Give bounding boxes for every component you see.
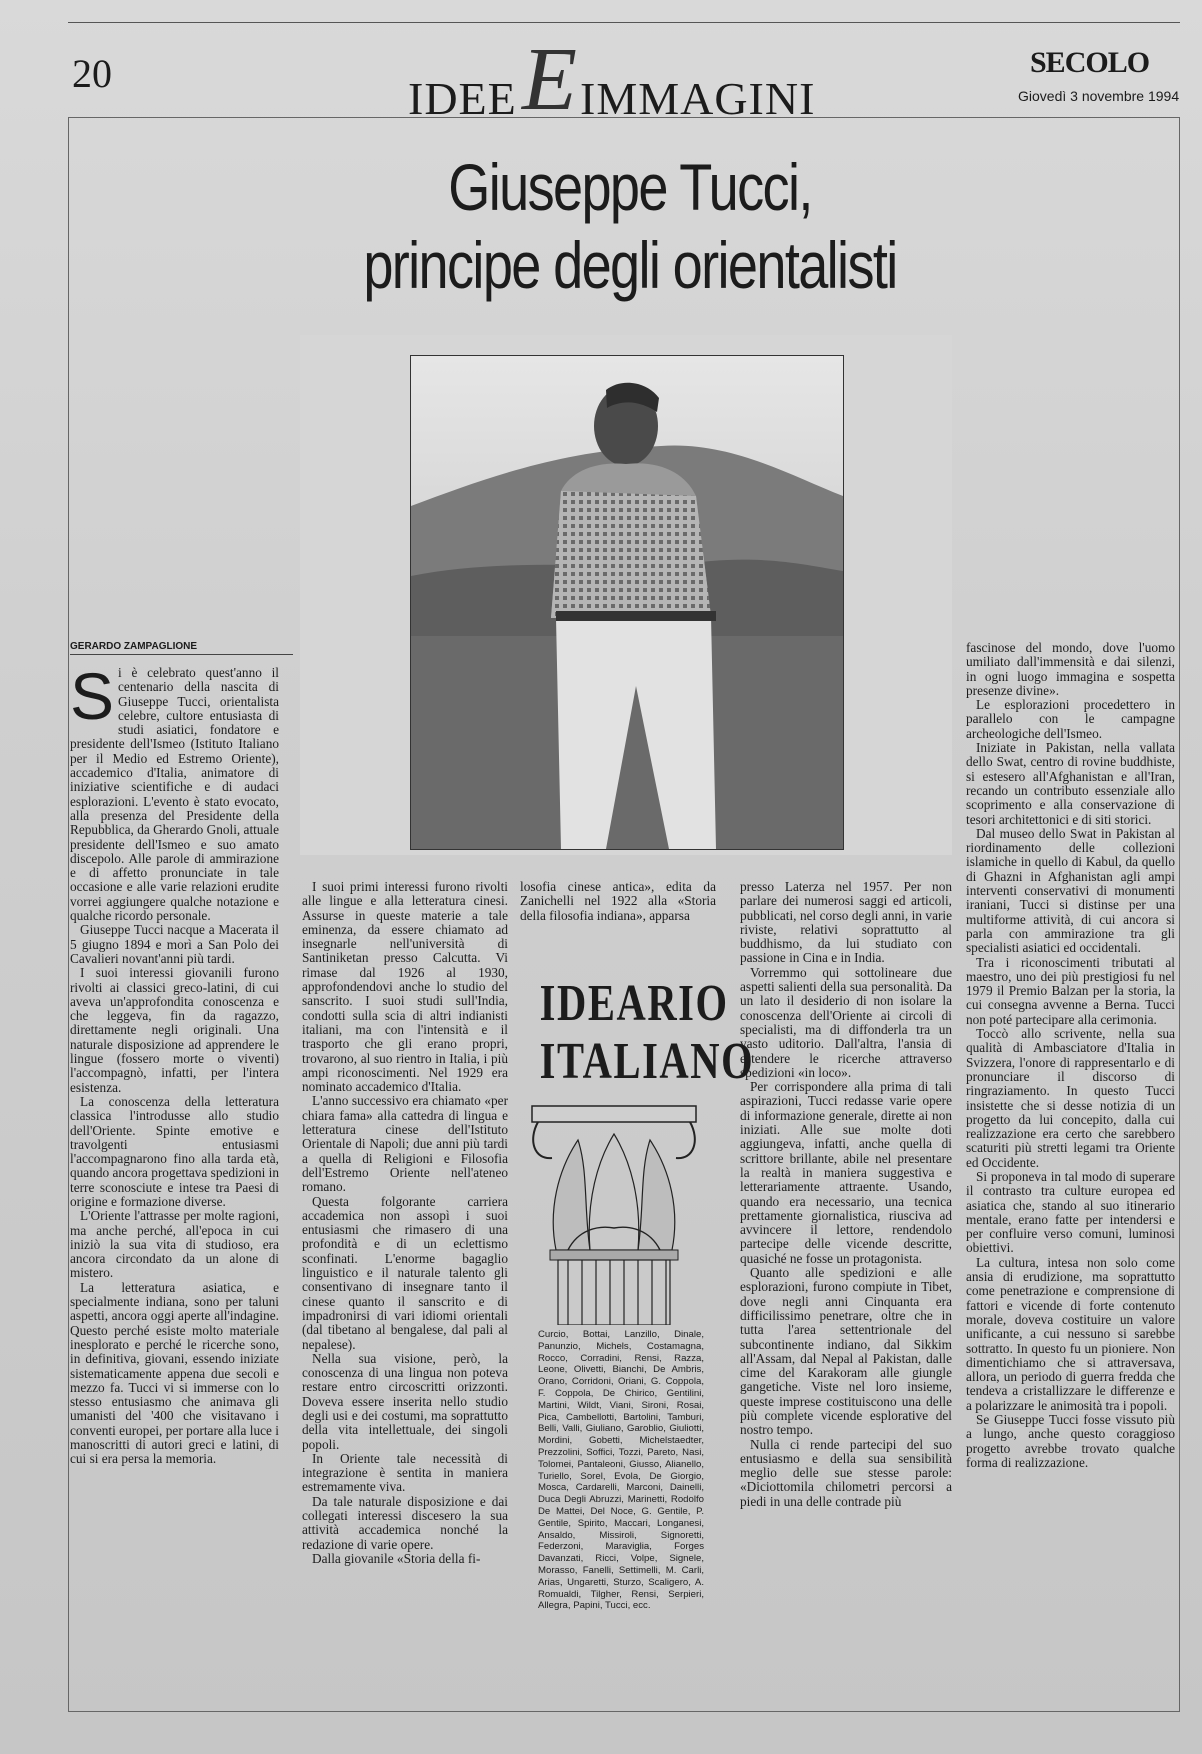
drop-cap: S — [70, 666, 115, 733]
paragraph: La cultura, intesa non solo come ansia di erudizione, ma soprattutto come penetrazione e comprensione di fattori e vicende di forte contenuto morale, doveva costituire un valore unificante, a cui nessuno si sarebbe sottratto. In questo fu un pioniere. Non dimentichiamo che si attraversava, allora, un periodo di guerra fredda che tendeva a cristallizzare le differenze e a polarizzare le animosità tra i popoli. — [966, 1254, 1175, 1413]
paragraph: i è celebrato quest'anno il centenario della nascita di Giuseppe Tucci, orientalista celebre, cultore entusiasta di studi asiatici, fondatore e presidente dell'Ismeo (Istituto Italiano per il Medio ed Estremo Oriente), accademico d'Italia, animatore di iniziative scientifiche e di audaci esplorazioni. L'evento è stato evocato, alla presenza del Presidente della Repubblica, da Gherardo Gnoli, attuale presidente dell'Ismeo e suo amato discepolo. Alle parole di ammirazione e di affetto pronunciate in tale occasione e alle varie relazioni erudite vorrei aggiungere qualche notazione e qualche ricordo personale. — [70, 666, 279, 924]
column-3-text: losofia cinese antica», edita da Zanichelli nel 1922 alla «Storia della filosofia indiana», apparsa — [520, 880, 716, 923]
paragraph: Tra i riconoscimenti tributati al maestro, uno dei più prestigiosi fu nel 1979 il Premio Balzan per la storia, la cui consegna avvenne a Berna. Tucci non poté partecipare alla cerimonia. — [966, 954, 1175, 1027]
paragraph: Dal museo dello Swat in Pakistan al riordinamento delle collezioni islamiche in quello di Kabul, da quello di Ghazni in Afghanistan agli ampi interventi conservativi di monumenti iraniani, Tucci si distinse per una multiforme attività, di cui ancora si parla con ammirazione tra gli specialisti asiatici ed occidentali. — [966, 825, 1175, 956]
paragraph: L'anno successivo era chiamato «per chiara fama» alla cattedra di lingua e letteratura cinese dell'Istituto Orientale di Napoli; due anni più tardi a quella di Religioni e Filosofia dell'Estremo Oriente nell'ateneo romano. — [302, 1093, 508, 1195]
section-title-right: IMMAGINI — [580, 73, 816, 124]
paragraph: Le esplorazioni procedettero in parallelo con le campagne archeologiche dell'Ismeo. — [966, 697, 1175, 741]
headline — [351, 148, 909, 304]
paragraph: Per corrispondere alla prima di tali aspirazioni, Tucci redasse varie opere di informazione generale, dirette ai non iniziati. Alle sue molte doti aggiungeva, infatti, anche quella di scrittore brillante, abile nel presentare la realtà in maniera suggestiva e letterariamente attraente. Usando, quando era necessario, una tecnica prettamente giornalistica, riusciva ad avvincere il lettore, rendendolo partecipe delle vicende descritte, quasiché ne fosse un protagonista. — [740, 1079, 952, 1266]
paragraph: Nulla ci rende partecipi del suo entusiasmo e della sua sensibilità meglio delle sue stesse parole: «Diciottomila chilometri percorsi a piedi in una delle contrade più — [740, 1436, 952, 1509]
paragraph: L'Oriente l'attrasse per molte ragioni, ma anche perché, all'epoca in cui iniziò la sua vita di studioso, era ancora circondato da un alone di mistero. — [70, 1208, 279, 1281]
paragraph: Se Giuseppe Tucci fosse vissuto più a lungo, anche questo coraggioso progetto avrebbe trovato qualche forma di realizzazione. — [966, 1412, 1175, 1470]
issue-date: Giovedì 3 novembre 1994 — [1018, 88, 1180, 104]
top-rule — [68, 22, 1180, 23]
article-column-1 — [70, 666, 279, 1691]
section-title-left: IDEE — [408, 73, 517, 124]
paragraph: Toccò allo scrivente, nella sua qualità di Ambasciatore d'Italia in Svizzera, l'onore di rappresentarlo e di pronunciare il discorso di ringraziamento. In questo Tucci insistette che si desse notizia di un progetto da lui concepito, dalla cui realizzazione era certo che sarebbero scaturiti più stretti legami tra Oriente ed Occidente. — [966, 1026, 1175, 1170]
sidebar-title-line-1: IDEARIO — [539, 975, 729, 1032]
article-column-4 — [740, 880, 952, 1690]
paragraph: Questa folgorante carriera accademica non assopì i suoi entusiasmi che rimasero di una profondità e di un eclettismo sconfinati. L'enorme bagaglio linguistico e il naturale talento gli consentivano di insegnare tanto il cinese quanto il sanscrito e di impadronirsi di vari idiomi orientali (dal tibetano al bengalese, dal pali al nepalese). — [302, 1193, 508, 1352]
paragraph: presso Laterza nel 1957. Per non parlare dei numerosi saggi ed articoli, pubblicati, nel corso degli anni, in varie riviste, relativi soprattutto al buddhismo, da lui studiato con passione in Cina e in India. — [740, 880, 952, 966]
paragraph: La conoscenza della letteratura classica l'introdusse allo studio dell'Oriente. Spinte emotive e travolgenti entusiasmi l'accompagnarono fino alla tarda età, quando ancora progettava spedizioni in terre sconosciute e intese tra Paesi di origine e formazione diverse. — [70, 1093, 279, 1209]
paragraph: Iniziate in Pakistan, nella vallata dello Swat, centro di rovine buddhiste, si estesero all'Afghanistan e all'Iran, recando un contributo essenziale allo scoprimento e alla conservazione di tesori architettonici e di siti storici. — [966, 740, 1175, 827]
article-column-5 — [966, 641, 1175, 1691]
paragraph: Da tale naturale disposizione e dai collegati interessi discesero la sua attività accademica nonché la redazione di varie opere. — [302, 1493, 508, 1552]
paragraph: Vorremmo qui sottolineare due aspetti salienti della sua personalità. Da un lato il desiderio di non isolare la conoscenza dell'Oriente ai circoli di specialisti, ma di diffonderla tra un vasto uditorio. Dall'altra, l'ansia di estendere le ricerche attraverso spedizioni «in loco». — [740, 964, 952, 1080]
paragraph: Quanto alle spedizioni e alle esplorazioni, furono compiute in Tibet, dove negli anni Cinquanta era difficilissimo penetrare, oltre che in tutta l'area settentrionale del subcontinente indiano, dal Sikkim all'Assam, dal Nepal al Pakistan, dalle cime del Karakoram alle giungle gangetiche. Viste nel loro insieme, queste imprese costituiscono una delle più complete vicende esplorative del nostro tempo. — [740, 1265, 952, 1438]
newspaper-logo: SECOLO — [1030, 46, 1150, 79]
section-title-ornament: E — [522, 30, 577, 129]
paragraph: Giuseppe Tucci nacque a Macerata il 5 giugno 1894 e morì a San Polo dei Cavalieri novant'anni più tardi. — [70, 922, 279, 966]
sidebar-title-line-2: ITALIANO — [539, 1033, 755, 1090]
paragraph: Nella sua visione, però, la conoscenza di una lingua non poteva restare entro circoscritti orizzonti. Doveva essere inserita nello studio degli usi e dei costumi, ma soprattutto della vita intellettuale, dei singoli popoli. — [302, 1350, 508, 1452]
corinthian-capital-illustration — [528, 1100, 700, 1325]
sidebar-title — [539, 975, 755, 1091]
article-column-3 — [520, 880, 716, 944]
paragraph: Dalla giovanile «Storia della fi- — [312, 1550, 481, 1566]
headline-line-1: Giuseppe Tucci, — [448, 150, 812, 224]
paragraph: I suoi primi interessi furono rivolti alle lingue e alla letteratura cinesi. Assurse in queste materie a tale eminenza, da essere chiamato ad insegnarle nell'università di Santiniketan presso Calcutta. Vi rimase dal 1926 al 1930, approfondendovi anche lo studio del sanscrito. I suoi studi sull'India, condotti sulla scia di altri indianisti italiani, ma con l'intensità e il trasporto che gli erano propri, trovarono, al suo rientro in Italia, i più ampi riconoscimenti. Nel 1929 era nominato accademico d'Italia. — [302, 880, 508, 1095]
article-column-2 — [302, 880, 508, 1690]
paragraph: In Oriente tale necessità di integrazione è sentita in maniera estremamente viva. — [302, 1450, 508, 1495]
paragraph: fascinose del mondo, dove l'uomo umiliato dall'immensità e dai silenzi, in ogni luogo immagina e sospetta presenze divine». — [966, 641, 1175, 698]
paragraph: La letteratura asiatica, e specialmente indiana, sono per taluni aspetti, ancora oggi aperte all'indagine. Questo perché esiste molto materiale inesplorato e perché le ricerche sono, in definitiva, giovani, essendo iniziate sistematicamente appena due secoli e mezzo fa. Tucci vi si immerse con lo stesso entusiasmo che animava gli umanisti del '400 che visitavano i conventi europei, per portare alla luce i manoscritti di autori greci e latini, di cui si era persa la memoria. — [70, 1279, 279, 1467]
headline-line-2: principe degli orientalisti — [363, 228, 897, 302]
page-number: 20 — [72, 51, 112, 96]
author-byline: GERARDO ZAMPAGLIONE — [70, 641, 293, 655]
portrait-illustration — [411, 356, 843, 849]
paragraph: I suoi interessi giovanili furono rivolti ai classici greco-latini, di cui aveva un'approfondita conoscenza e che leggeva, fin da ragazzo, direttamente negli originali. Una naturale disposizione ad apprendere le lingue (fossero morte o viventi) l'accompagnò, infatti, per l'intera esistenza. — [70, 965, 279, 1095]
portrait-photo — [410, 355, 844, 850]
sidebar-names-list: Curcio, Bottai, Lanzillo, Dinale, Panunzio, Michels, Costamagna, Rocco, Corradini, Rensi, Razza, Leone, Olivetti, Bianchi, De Ambris, Orano, Corridoni, Oriani, G. Coppola, F. Coppola, De Chirico, Gentilini, Martini, Wildt, Viani, Sironi, Rosai, Pica, Cambellotti, Bartolini, Tamburi, Belli, Valli, Giuliano, Garoblio, Giuliotti, Mordini, Gobetti, Michelstaedter, Prezzolini, Soffici, Tozzi, Pareto, Nasi, Tolomei, Pantaleoni, Giusso, Alianello, Turiello, Sorel, Evola, De Giorgio, Mosca, Cardarelli, Marconi, Dainelli, Duca Degli Abruzzi, Marinetti, Rodolfo De Mattei, Del Noce, G. Gentile, P. Gentile, Spirito, Maccari, Longanesi, Ansaldo, Missiroli, Signoretti, Federzoni, Maraviglia, Forges Davanzati, Ricci, Volpe, Signele, Morasso, Fanelli, Settimelli, M. Carli, Arias, Ungaretti, Sturzo, Scaligero, A. Romualdi, Tilgher, Rensi, Serpieri, Allegra, Papini, Tucci, ecc. — [538, 1329, 704, 1612]
paragraph: Si proponeva in tal modo di superare il contrasto tra culture europea ed asiatica che, stando al suo itinerario mentale, erano fatte per intendersi e per confluire verso comuni, luminosi obiettivi. — [966, 1168, 1175, 1256]
